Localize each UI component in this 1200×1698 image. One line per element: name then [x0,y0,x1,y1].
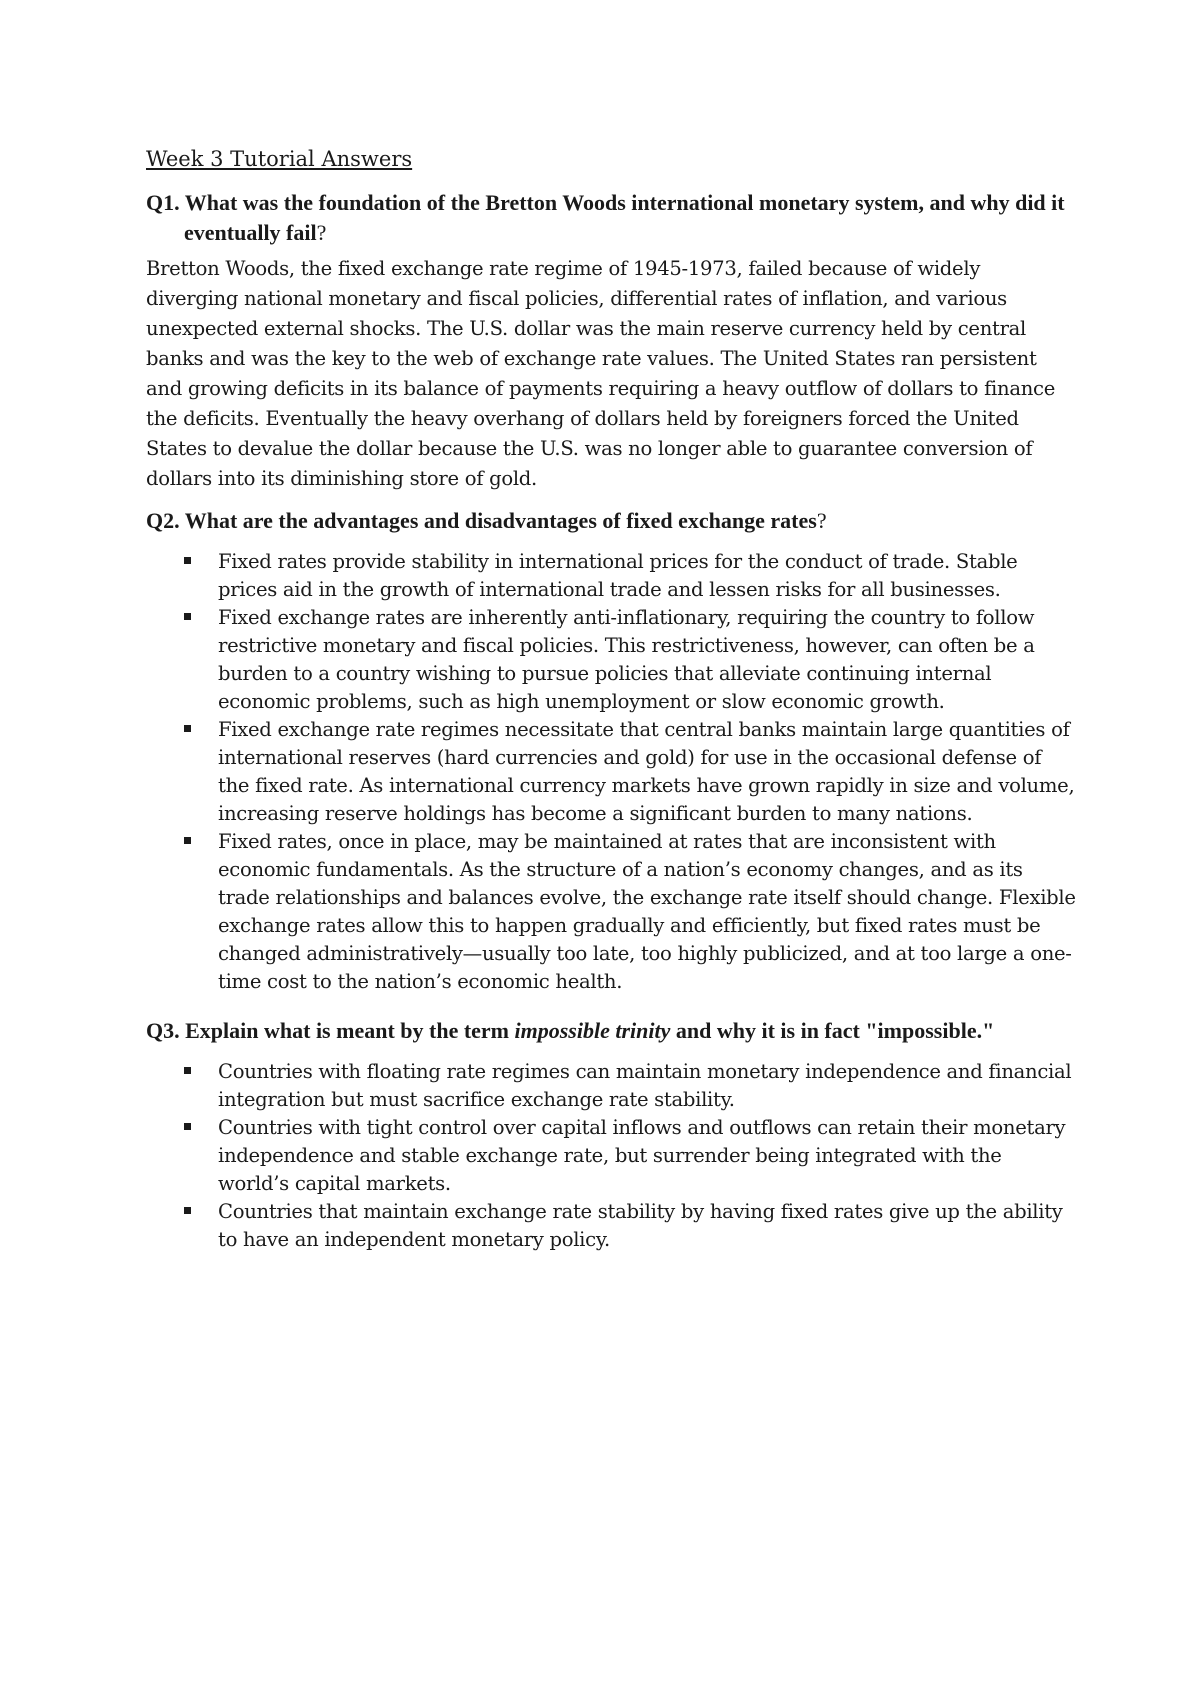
answer-1: Bretton Woods, the fixed exchange rate regime of 1945-1973, failed because of widely diverging national monetary and fiscal policies, differential rates of inflation, and various unexpected external shocks. The U.S. dollar was the main reserve currency held by central banks and was the key to the web of exchange rate values. The United States ran persistent and growing deficits in its balance of payments requiring a heavy outflow of dollars to finance the deficits. Eventually the heavy overhang of dollars held by foreigners forced the United States to devalue the dollar because the U.S. was no longer able to guarantee conversion of dollars into its diminishing store of gold. [146,257,1055,490]
question-3 [146,1016,1076,1046]
square-bullet-icon [184,1123,191,1130]
document-page [146,144,1076,1274]
question-3-text-before: Explain what is meant by the term [185,1018,510,1043]
document-title: Week 3 Tutorial Answers [146,147,413,171]
square-bullet-icon [184,837,191,844]
square-bullet-icon [184,1207,191,1214]
answer-2-list [146,548,1076,996]
square-bullet-icon [184,1067,191,1074]
square-bullet-icon [184,725,191,732]
list-item-text: Fixed rates, once in place, may be maintained at rates that are inconsistent with economic fundamentals. As the structure of a nation’s economy changes, and as its trade relationships and balances evolve, the exchange rate itself should change. Flexible exchange rates allow this to happen gradually and efficiently, but fixed rates must be changed administratively—usually too late, too highly publicized, and at too large a one-time cost to the nation’s economic health. [218,830,1076,993]
question-1-text: What was the foundation of the Bretton Woods international monetary system, and why did it eventually fail [184,190,1065,245]
square-bullet-icon [184,613,191,620]
question-3-text-after: and why it is in fact "impossible." [675,1018,995,1043]
list-item-text: Fixed exchange rates are inherently anti-inflationary, requiring the country to follow restrictive monetary and fiscal policies. This restrictiveness, however, can often be a burden to a country wishing to pursue policies that alleviate continuing internal economic problems, such as high unemployment or slow economic growth. [218,606,1035,713]
question-2 [146,506,1076,536]
list-item [146,548,1076,604]
question-3-number: Q3. [146,1018,180,1043]
question-1-mark: ? [316,220,327,245]
square-bullet-icon [184,557,191,564]
list-item [146,1058,1076,1114]
list-item-text: Fixed exchange rate regimes necessitate that central banks maintain large quantities of international reserves (hard currencies and gold) for use in the occasional defense of the fixed rate. As international currency markets have grown rapidly in size and volume, increasing reserve holdings has become a significant burden to many nations. [218,718,1075,825]
list-item [146,828,1076,996]
question-1-number: Q1. [146,190,180,215]
list-item-text: Countries with tight control over capital inflows and outflows can retain their monetary independence and stable exchange rate, but surrender being integrated with the world’s capital markets. [218,1116,1066,1195]
list-item [146,1198,1076,1254]
list-item [146,716,1076,828]
question-2-mark: ? [816,508,827,533]
answer-3-list [146,1058,1076,1254]
list-item [146,604,1076,716]
question-3-emphasis: impossible trinity [514,1018,671,1043]
list-item-text: Fixed rates provide stability in international prices for the conduct of trade. Stable prices aid in the growth of international trade and lessen risks for all businesses. [218,550,1018,601]
list-item-text: Countries that maintain exchange rate stability by having fixed rates give up the ability to have an independent monetary policy. [218,1200,1063,1251]
question-1 [146,188,1076,248]
question-2-number: Q2. [146,508,180,533]
list-item [146,1114,1076,1198]
question-2-text: What are the advantages and disadvantages of fixed exchange rates [184,508,817,533]
list-item-text: Countries with floating rate regimes can maintain monetary independence and financial integration but must sacrifice exchange rate stability. [218,1060,1072,1111]
